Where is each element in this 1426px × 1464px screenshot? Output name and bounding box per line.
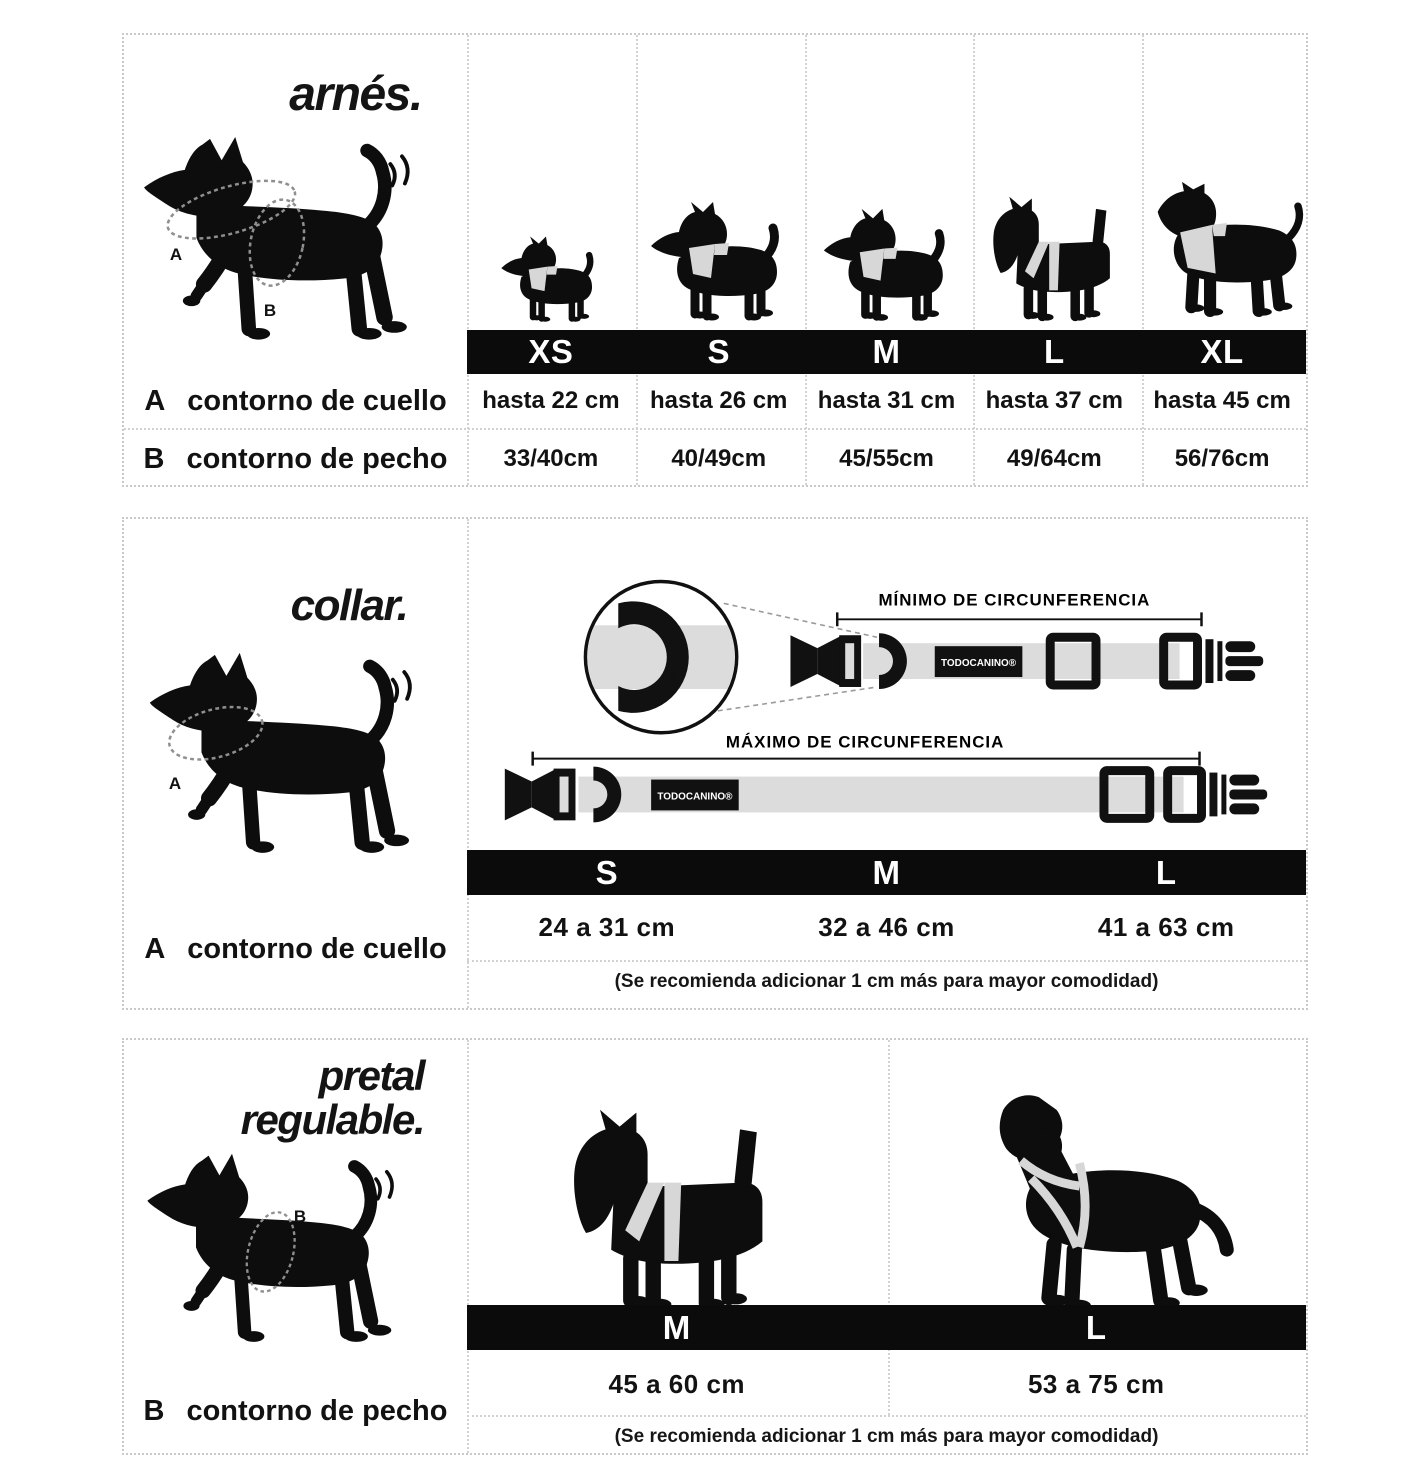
neck-value-m: hasta 31 cm xyxy=(817,387,956,414)
range-value-m: 32 a 46 cm xyxy=(818,911,955,942)
size-header-bar xyxy=(467,330,1306,374)
collar-zoom-circle xyxy=(585,581,736,732)
size-label-l: L xyxy=(1155,853,1177,891)
divider xyxy=(124,428,1306,430)
range-value-l: 41 a 63 cm xyxy=(1097,911,1235,942)
dog-silhouette-measure-b xyxy=(142,1152,394,1359)
marker-a: A xyxy=(168,774,182,793)
min-circumference-label: MÍNIMO DE CIRCUNFERENCIA xyxy=(878,590,1151,610)
size-label-xl: XL xyxy=(1200,333,1244,370)
marker-a: A xyxy=(169,245,183,264)
chest-value-s: 40/49cm xyxy=(671,445,767,472)
chest-value-xl: 56/76cm xyxy=(1174,445,1270,472)
neck-value-xs: hasta 22 cm xyxy=(482,387,620,414)
panel-title-line2: regulable. xyxy=(240,1096,424,1143)
panel-title-pretal xyxy=(164,1054,424,1142)
dog-silhouette-xl xyxy=(1139,180,1312,325)
row-text-b: contorno de pecho xyxy=(186,1394,448,1427)
size-label-l: L xyxy=(1085,1308,1107,1346)
neck-values-row xyxy=(467,378,1306,424)
collar-panel xyxy=(122,517,1308,1010)
dog-silhouette-m xyxy=(818,207,960,325)
marker-b: B xyxy=(263,301,277,320)
panel-title-line1: pretal xyxy=(318,1052,424,1099)
row-letter-a: A xyxy=(144,932,166,965)
size-label-l: L xyxy=(1043,333,1065,370)
row-text-a: contorno de cuello xyxy=(187,384,447,417)
dog-silhouette-measure-a xyxy=(144,651,412,871)
brand-curved-text: TODO CANINO xyxy=(647,611,682,700)
comfort-note: (Se recomienda adicionar 1 cm más para mayor comodidad) xyxy=(614,1426,1159,1447)
adjustable-harness-panel xyxy=(122,1038,1308,1455)
chest-row-label xyxy=(124,1386,467,1436)
size-header-bar xyxy=(467,1305,1306,1350)
neck-row-label xyxy=(124,376,467,426)
size-label-m: M xyxy=(872,333,901,370)
size-label-s: S xyxy=(707,333,730,370)
collar-min-diagram xyxy=(790,590,1263,689)
divider xyxy=(888,1040,890,1415)
brand-label-max: TODOCANINO® xyxy=(657,791,733,803)
harness-panel xyxy=(122,33,1308,487)
size-header-bar xyxy=(467,850,1306,895)
dog-silhouette-s xyxy=(645,200,795,325)
neck-value-l: hasta 37 cm xyxy=(985,387,1123,414)
chest-value-l: 49/64cm xyxy=(1006,445,1102,472)
chest-values-row xyxy=(467,436,1306,482)
marker-b: B xyxy=(293,1207,307,1226)
row-letter-b: B xyxy=(143,442,165,475)
dog-silhouette-xs xyxy=(497,235,605,325)
chest-value-m: 45/55cm xyxy=(839,445,934,472)
max-circumference-label: MÁXIMO DE CIRCUNFERENCIA xyxy=(725,732,1005,752)
dog-silhouette-l-harness xyxy=(965,1087,1232,1322)
size-label-m: M xyxy=(662,1308,691,1346)
range-values-row xyxy=(467,1362,1306,1406)
row-letter-b: B xyxy=(143,1394,165,1427)
brand-label-min: TODOCANINO® xyxy=(941,658,1017,670)
size-label-s: S xyxy=(595,853,619,891)
divider xyxy=(467,960,1306,962)
range-value-l: 53 a 75 cm xyxy=(1027,1368,1165,1399)
chest-row-label xyxy=(124,434,467,484)
dog-silhouette-m-harness xyxy=(558,1107,796,1317)
panel-title-harness: arnés. xyxy=(289,68,422,121)
collar-max-diagram xyxy=(505,733,1267,823)
neck-row-label xyxy=(124,924,467,974)
comfort-note: (Se recomienda adicionar 1 cm más para mayor comodidad) xyxy=(614,971,1159,992)
size-label-xs: XS xyxy=(528,333,574,370)
neck-value-xl: hasta 45 cm xyxy=(1153,387,1291,414)
range-values-row xyxy=(467,905,1306,949)
range-value-m: 45 a 60 cm xyxy=(608,1368,746,1399)
chest-value-xs: 33/40cm xyxy=(503,445,599,472)
row-text-a: contorno de cuello xyxy=(187,932,447,965)
dog-silhouette-l xyxy=(983,195,1131,325)
panel-title-collar: collar. xyxy=(290,581,408,630)
divider xyxy=(467,1415,1306,1417)
row-text-b: contorno de pecho xyxy=(186,442,448,475)
size-label-m: M xyxy=(872,853,901,891)
collar-diagram xyxy=(467,519,1306,850)
row-letter-a: A xyxy=(144,384,166,417)
range-value-s: 24 a 31 cm xyxy=(538,911,676,942)
neck-value-s: hasta 26 cm xyxy=(649,387,788,414)
